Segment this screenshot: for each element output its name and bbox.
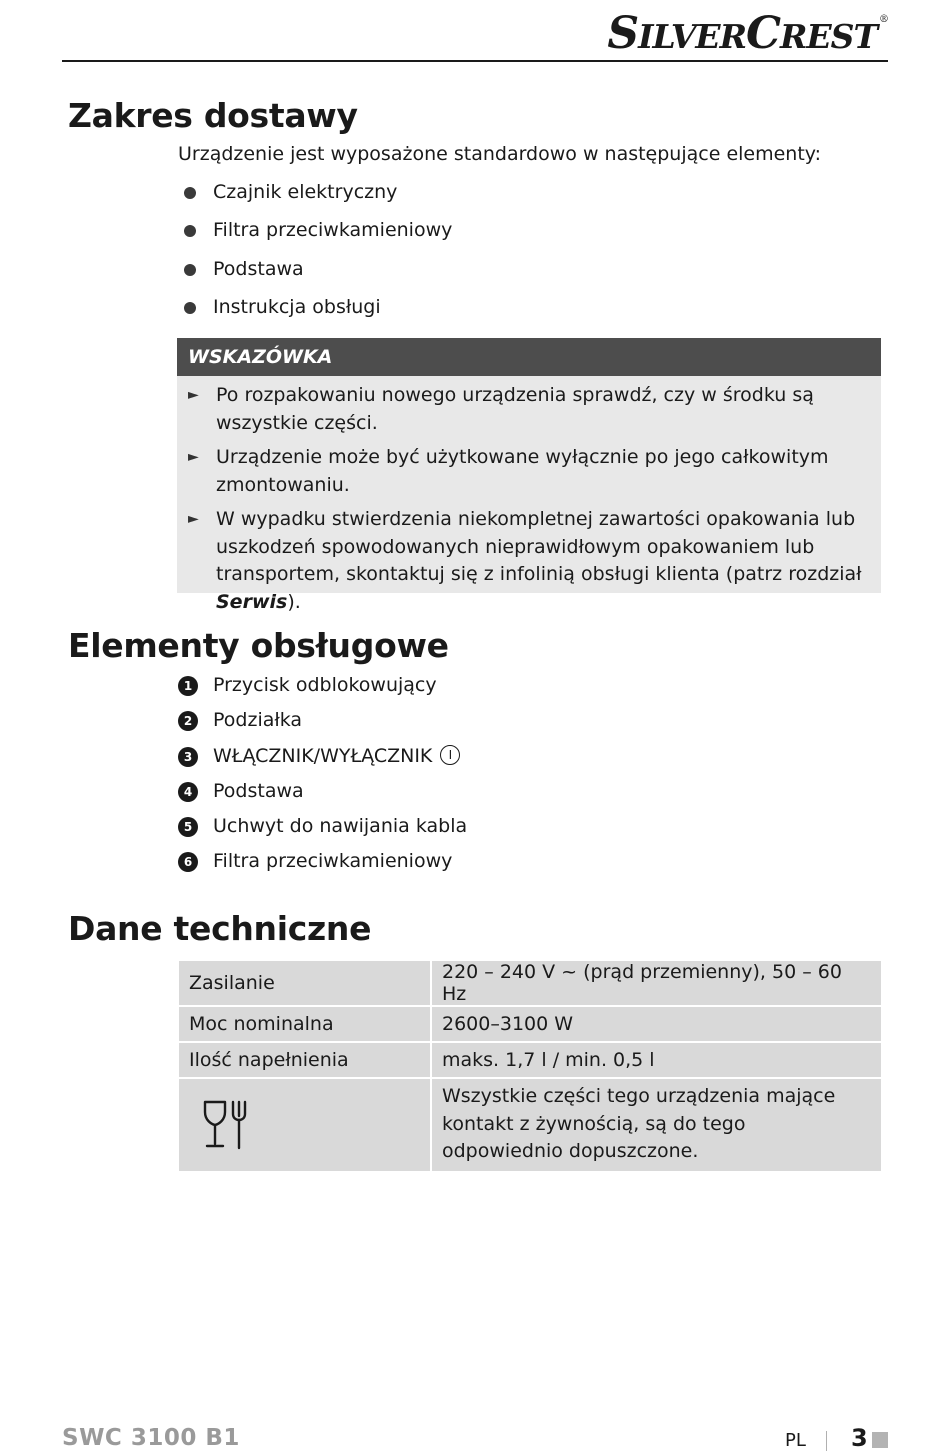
arrow-right-icon: ► [188,449,199,465]
list-item: 2 Podziałka [178,709,467,744]
list-item: Podstawa [184,258,452,296]
spec-label: Ilość napełnienia [179,1043,430,1077]
section-title-controls: Elementy obsługowe [68,626,449,665]
arrow-right-icon: ► [188,387,199,403]
section-title-delivery: Zakres dostawy [68,96,358,135]
power-icon: I [440,745,460,765]
section-title-specs: Dane techniczne [68,909,372,948]
header-rule [62,60,888,62]
spec-label: Zasilanie [179,961,430,1005]
spec-label: Moc nominalna [179,1007,430,1041]
number-badge: 1 [178,676,198,696]
bullet-icon [184,264,196,276]
page-number: 3 [851,1424,868,1452]
list-item: 3 WŁĄCZNIK/WYŁĄCZNIK I [178,745,467,780]
list-item: Filtra przeciwkamieniowy [184,219,452,257]
footer-model: SWC 3100 B1 [62,1425,240,1451]
number-badge: 2 [178,711,198,731]
list-item: Instrukcja obsługi [184,296,452,334]
bullet-icon [184,187,196,199]
list-item: 5 Uchwyt do nawijania kabla [178,815,467,850]
spec-icon-cell [179,1079,430,1171]
list-item: 4 Podstawa [178,780,467,815]
specs-table [177,959,883,1173]
number-badge: 5 [178,817,198,837]
bullet-icon [184,225,196,237]
list-item: Czajnik elektryczny [184,181,452,219]
bullet-icon [184,302,196,314]
arrow-right-icon: ► [188,511,199,527]
note-item: ► Urządzenie może być użytkowane wyłącznie po jego całkowitym zmontowaniu. [188,444,872,499]
controls-list [178,674,467,886]
spec-value: maks. 1,7 l / min. 0,5 l [432,1043,881,1077]
note-item: ► W wypadku stwierdzenia niekompletnej zawartości opakowania lub uszkodzeń spowodowanych nieprawidłowym opakowaniem lub transportem, skontaktuj się z infolinią obsługi klienta (patrz rozdział Serwis). [188,506,872,616]
table-row [179,961,881,1005]
list-item: 1 Przycisk odblokowujący [178,674,467,709]
spec-value: 2600–3100 W [432,1007,881,1041]
spec-value: Wszystkie części tego urządzenia mające kontakt z żywnością, są do tego odpowiednio dopuszczone. [432,1079,881,1171]
number-badge: 6 [178,852,198,872]
footer-language: PL [785,1430,806,1451]
service-chapter-ref: Serwis [216,590,288,613]
table-row [179,1079,881,1171]
note-heading: WSKAZÓWKA [177,338,881,376]
list-item: 6 Filtra przeciwkamieniowy [178,850,467,885]
delivery-intro: Urządzenie jest wyposażone standardowo w następujące elementy: [178,143,822,165]
note-item: ► Po rozpakowaniu nowego urządzenia sprawdź, czy w środku są wszystkie części. [188,382,872,437]
page-marker-square [872,1432,888,1448]
spec-value: 220 – 240 V ~ (prąd przemienny), 50 – 60 Hz [432,961,881,1005]
table-row [179,1007,881,1041]
delivery-list [184,181,452,334]
table-row [179,1043,881,1077]
number-badge: 4 [178,782,198,802]
registered-mark: ® [879,14,888,25]
brand-logo: SILVERCREST ® [607,8,888,59]
note-box [177,338,881,613]
footer-separator [826,1431,827,1451]
number-badge: 3 [178,747,198,767]
food-safe-glass-fork-icon [201,1098,251,1152]
